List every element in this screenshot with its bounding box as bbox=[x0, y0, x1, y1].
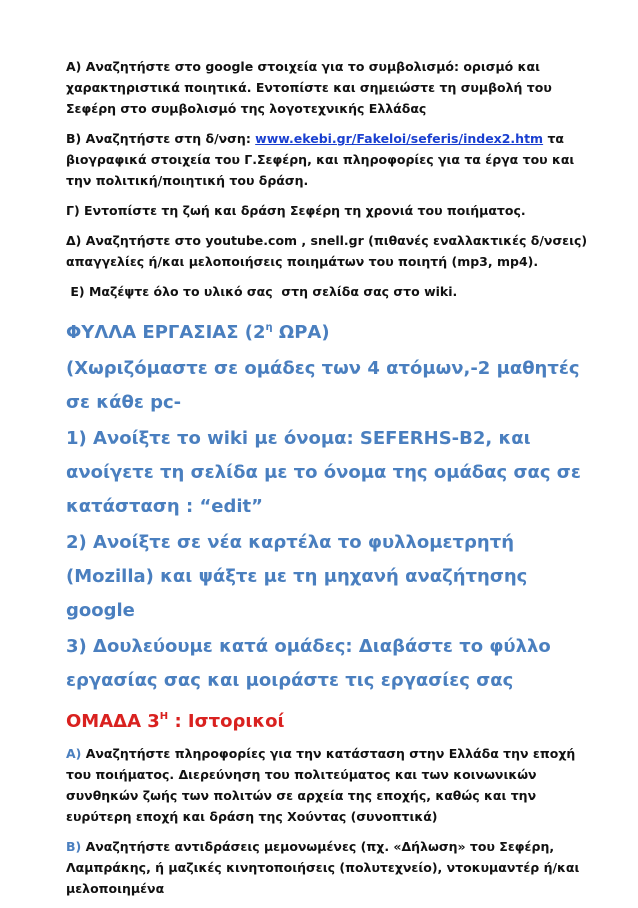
group-task-b-paragraph bbox=[66, 836, 596, 899]
worksheet-heading-suffix: ΩΡΑ) bbox=[272, 322, 330, 343]
group-task-b-label: Β) bbox=[66, 839, 82, 854]
group-heading-text: ΟΜΑΔΑ 3 bbox=[66, 711, 160, 732]
step-1-heading: 1) Ανοίξτε το wiki με όνομα: SEFERHS-B2, και ανοίγετε τη σελίδα με το όνομα της ομάδας σας σε κατάσταση : “edit” bbox=[66, 428, 581, 517]
groups-heading: (Χωριζόμαστε σε ομάδες των 4 ατόμων,-2 μαθητές σε κάθε pc- bbox=[66, 358, 580, 413]
group-task-a-label: Α) bbox=[66, 746, 82, 761]
ekebi-link[interactable]: www.ekebi.gr/Fakeloi/seferis/index2.htm bbox=[255, 131, 544, 146]
task-b-intro: Β) Αναζητήστε στη δ/νση: bbox=[66, 131, 256, 146]
task-e-paragraph: Ε) Μαζέψτε όλο το υλικό σας στη σελίδα σας στο wiki. bbox=[66, 284, 458, 299]
worksheet-heading bbox=[66, 311, 596, 350]
worksheet-heading-sup: η bbox=[265, 322, 273, 333]
document-page bbox=[66, 56, 596, 908]
step-2-heading: 2) Ανοίξτε σε νέα καρτέλα το φυλλομετρητή (Mozilla) και ψάξτε με τη μηχανή αναζήτησης google bbox=[66, 532, 528, 621]
group-task-a-text: Αναζητήστε πληροφορίες για την κατάσταση στην Ελλάδα την εποχή του ποιήματος. Διερεύνηση του πολιτεύματος και των κοινωνικών συνθηκών ζωής των πολιτών σε αρχεία της εποχής, καθώς και την ευρύτερη εποχή και δράση της Χούντας (συνοπτικά) bbox=[66, 746, 576, 824]
task-b-rest: τα βιογραφικά στοιχεία του Γ.Σεφέρη, και πληροφορίες για τα έργα του και την πολιτική/ποιητική του δράση. bbox=[66, 131, 575, 188]
group-heading-sup: Η bbox=[159, 711, 169, 722]
task-a-paragraph: Α) Αναζητήστε στο google στοιχεία για το συμβολισμό: ορισμό και χαρακτηριστικά ποιητικά. Εντοπίστε και σημειώστε τη συμβολή του Σεφέρη στο συμβολισμό της λογοτεχνικής Ελλάδας bbox=[66, 59, 552, 116]
task-b-paragraph bbox=[66, 128, 596, 191]
group-task-b-text: Αναζητήστε αντιδράσεις μεμονωμένες (πχ. «Δήλωση» του Σεφέρη, Λαμπράκης, ή μαζικές κινητοποιήσεις (πολυτεχνείο), ντοκυμαντέρ ή/και μελοποιημένα bbox=[66, 839, 580, 896]
group-task-a-paragraph bbox=[66, 743, 596, 827]
step-3-heading: 3) Δουλεύουμε κατά ομάδες: Διαβάστε το φύλλο εργασίας σας και μοιράστε τις εργασίες σας bbox=[66, 636, 551, 691]
worksheet-heading-text: ΦΥΛΛΑ ΕΡΓΑΣΙΑΣ (2 bbox=[66, 322, 266, 343]
task-d-paragraph: Δ) Αναζητήστε στο youtube.com , snell.gr (πιθανές εναλλακτικές δ/νσεις) απαγγελίες ή/και μελοποιήσεις ποιημάτων του ποιητή (mp3, mp4). bbox=[66, 233, 588, 269]
task-c-paragraph: Γ) Εντοπίστε τη ζωή και δράση Σεφέρη τη χρονιά του ποιήματος. bbox=[66, 203, 526, 218]
group-3-heading bbox=[66, 700, 596, 739]
group-heading-suffix: : Ιστορικοί bbox=[168, 711, 285, 732]
